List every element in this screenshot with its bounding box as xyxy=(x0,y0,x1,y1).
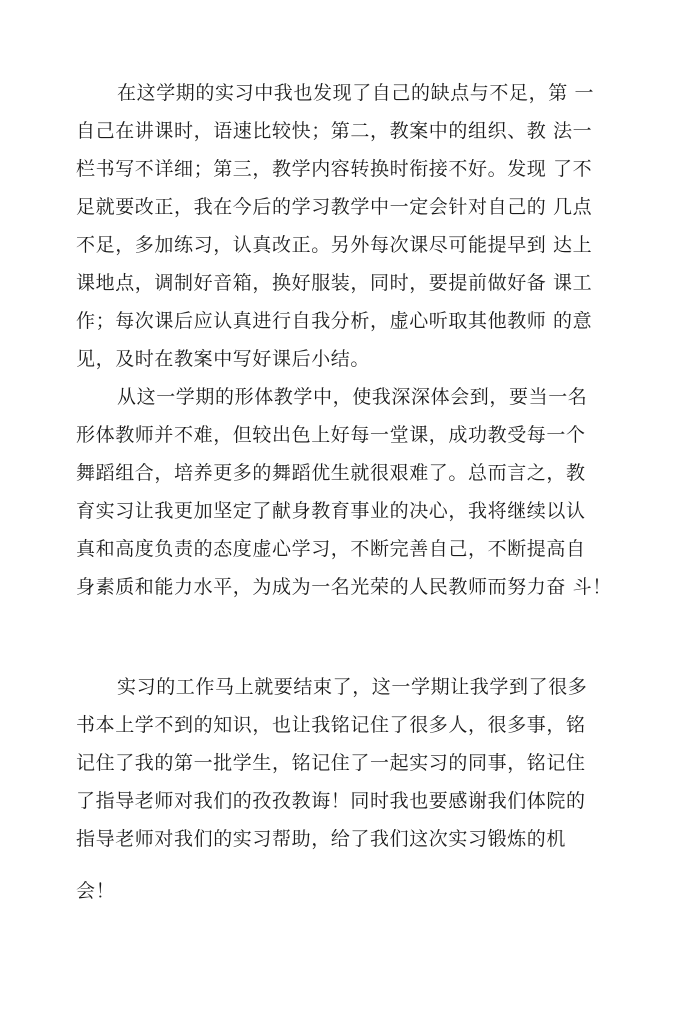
text-line: 自己在讲课时，语速比较快；第二，教案中的组织、教 法一 xyxy=(76,120,593,142)
text-line: 栏书写不详细；第三，教学内容转换时衔接不好。发现 了不 xyxy=(76,158,593,180)
text-line: 不足，多加练习，认真改正。另外每次课尽可能提早到 达上 xyxy=(76,234,593,256)
text-line: 记住了我的第一批学生，铭记住了一起实习的同事，铭记住 xyxy=(76,752,586,774)
text-line: 在这学期的实习中我也发现了自己的缺点与不足，第 一 xyxy=(117,82,595,104)
text-line: 实习的工作马上就要结束了，这一学期让我学到了很多 xyxy=(117,676,588,698)
text-line: 指导老师对我们的实习帮助，给了我们这次实习锻炼的机 xyxy=(76,828,567,850)
text-line: 从这一学期的形体教学中，使我深深体会到，要当一名 xyxy=(117,386,588,408)
text-line: 作；每次课后应认真进行自我分析，虚心听取其他教师 的意 xyxy=(76,310,593,332)
text-line: 育实习让我更加坚定了献身教育事业的决心，我将继续以认 xyxy=(76,500,586,522)
text-line: 课地点，调制好音箱，换好服装，同时，要提前做好备 课工 xyxy=(76,272,593,294)
text-line: 舞蹈组合，培养更多的舞蹈优生就很艰难了。总而言之，教 xyxy=(76,462,586,484)
text-line: 身素质和能力水平，为成为一名光荣的人民教师而努力奋 斗！ xyxy=(76,576,612,598)
text-line: 真和高度负责的态度虚心学习，不断完善自己，不断提高自 xyxy=(76,538,586,560)
text-line: 形体教师并不难，但较出色上好每一堂课，成功教受每一个 xyxy=(76,424,586,446)
text-line: 了指导老师对我们的孜孜教诲！同时我也要感谢我们体院的 xyxy=(76,790,586,812)
text-line: 足就要改正，我在今后的学习教学中一定会针对自己的 几点 xyxy=(76,196,593,218)
text-line: 书本上学不到的知识，也让我铭记住了很多人，很多事，铭 xyxy=(76,714,586,736)
text-line: 见，及时在教案中写好课后小结。 xyxy=(76,348,371,370)
text-line: 会！ xyxy=(76,880,116,902)
